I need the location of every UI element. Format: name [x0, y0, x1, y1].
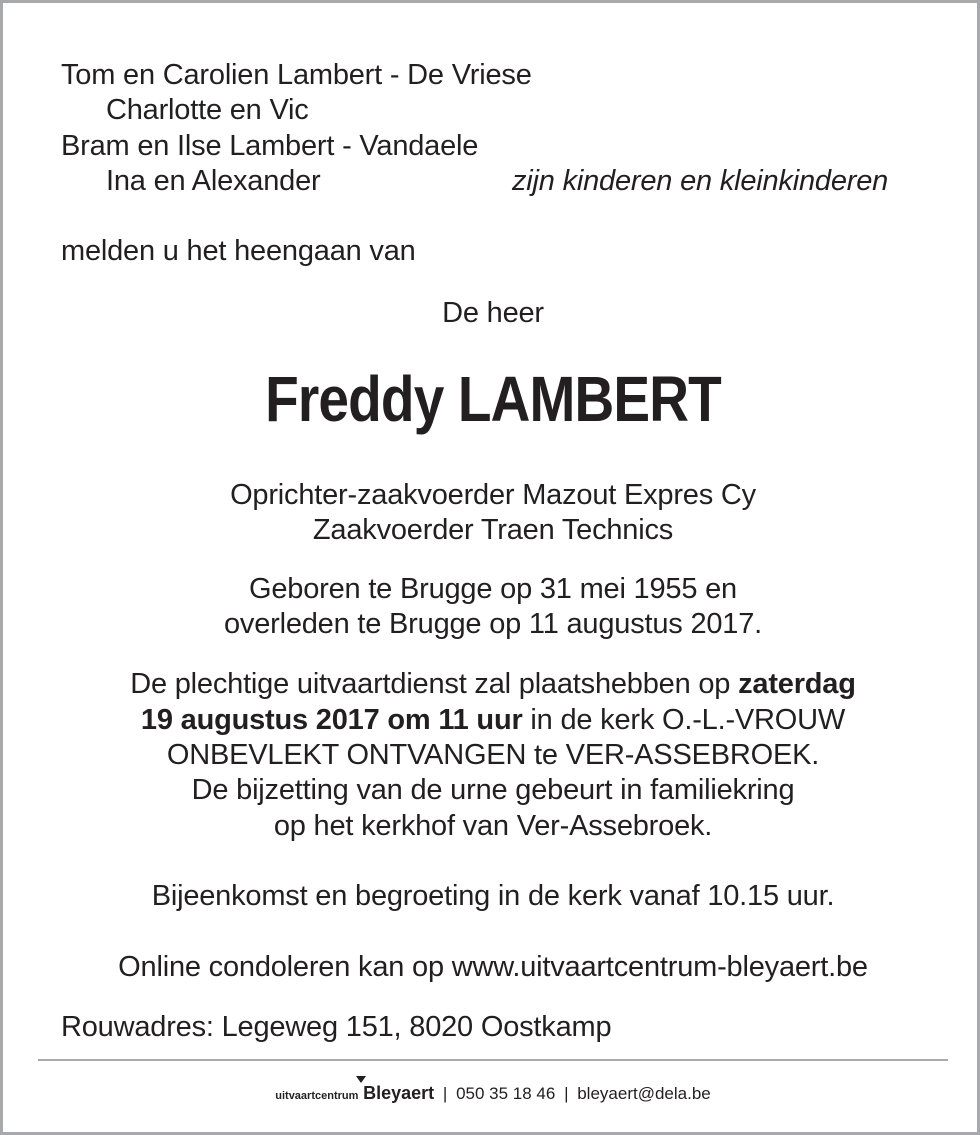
- gathering-info: Bijeenkomst en begroeting in de kerk vanaf 10.15 uur.: [151, 880, 835, 912]
- separator: |: [442, 1084, 448, 1103]
- brand-prefix: uitvaartcentrum: [275, 1090, 359, 1102]
- service-line-1-text: De plechtige uitvaartdienst zal plaatshebben op: [130, 668, 739, 700]
- mourning-address: Rouwadres: Legeweg 151, 8020 Oostkamp: [61, 1011, 612, 1043]
- birth-line: Geboren te Brugge op 31 mei 1955 en: [249, 573, 737, 605]
- family-relation: zijn kinderen en kleinkinderen: [512, 165, 889, 197]
- service-date-time: 19 augustus 2017 om 11 uur: [140, 704, 523, 736]
- family-line-4: Ina en Alexander: [106, 165, 321, 197]
- brand-name: Bleyaert: [363, 1083, 435, 1103]
- family-line-2: Charlotte en Vic: [106, 94, 309, 126]
- service-line-5: op het kerkhof van Ver-Assebroek.: [273, 810, 713, 842]
- service-line-2: [3, 703, 980, 737]
- role-line-2: Zaakvoerder Traen Technics: [312, 514, 674, 546]
- service-line-1: [3, 667, 980, 701]
- service-line-4: De bijzetting van de urne gebeurt in familiekring: [191, 774, 795, 806]
- logo-triangle-icon: [356, 1076, 366, 1083]
- brand-name-wrap: [363, 1083, 434, 1103]
- phone-number: 050 35 18 46: [456, 1084, 556, 1103]
- family-line-3: Bram en Ilse Lambert - Vandaele: [61, 130, 479, 162]
- email-address: bleyaert@dela.be: [577, 1084, 711, 1103]
- online-condolences: Online condoleren kan op www.uitvaartcentrum-bleyaert.be: [118, 951, 868, 983]
- service-day: zaterdag: [738, 668, 856, 700]
- family-line-1: Tom en Carolien Lambert - De Vriese: [61, 59, 532, 91]
- service-line-3: ONBEVLEKT ONTVANGEN te VER-ASSEBROEK.: [166, 739, 820, 771]
- footer: [3, 1080, 980, 1109]
- role-line-1: Oprichter-zaakvoerder Mazout Expres Cy: [230, 479, 756, 511]
- death-line: overleden te Brugge op 11 augustus 2017.: [223, 608, 763, 640]
- salutation: De heer: [442, 297, 544, 329]
- deceased-name: Freddy LAMBERT: [265, 363, 721, 435]
- separator: |: [564, 1084, 569, 1103]
- footer-divider: [38, 1059, 948, 1061]
- announcement: melden u het heengaan van: [61, 235, 416, 267]
- brand-logo: [275, 1084, 439, 1103]
- service-line-2-text: in de kerk O.-L.-VROUW: [522, 704, 846, 736]
